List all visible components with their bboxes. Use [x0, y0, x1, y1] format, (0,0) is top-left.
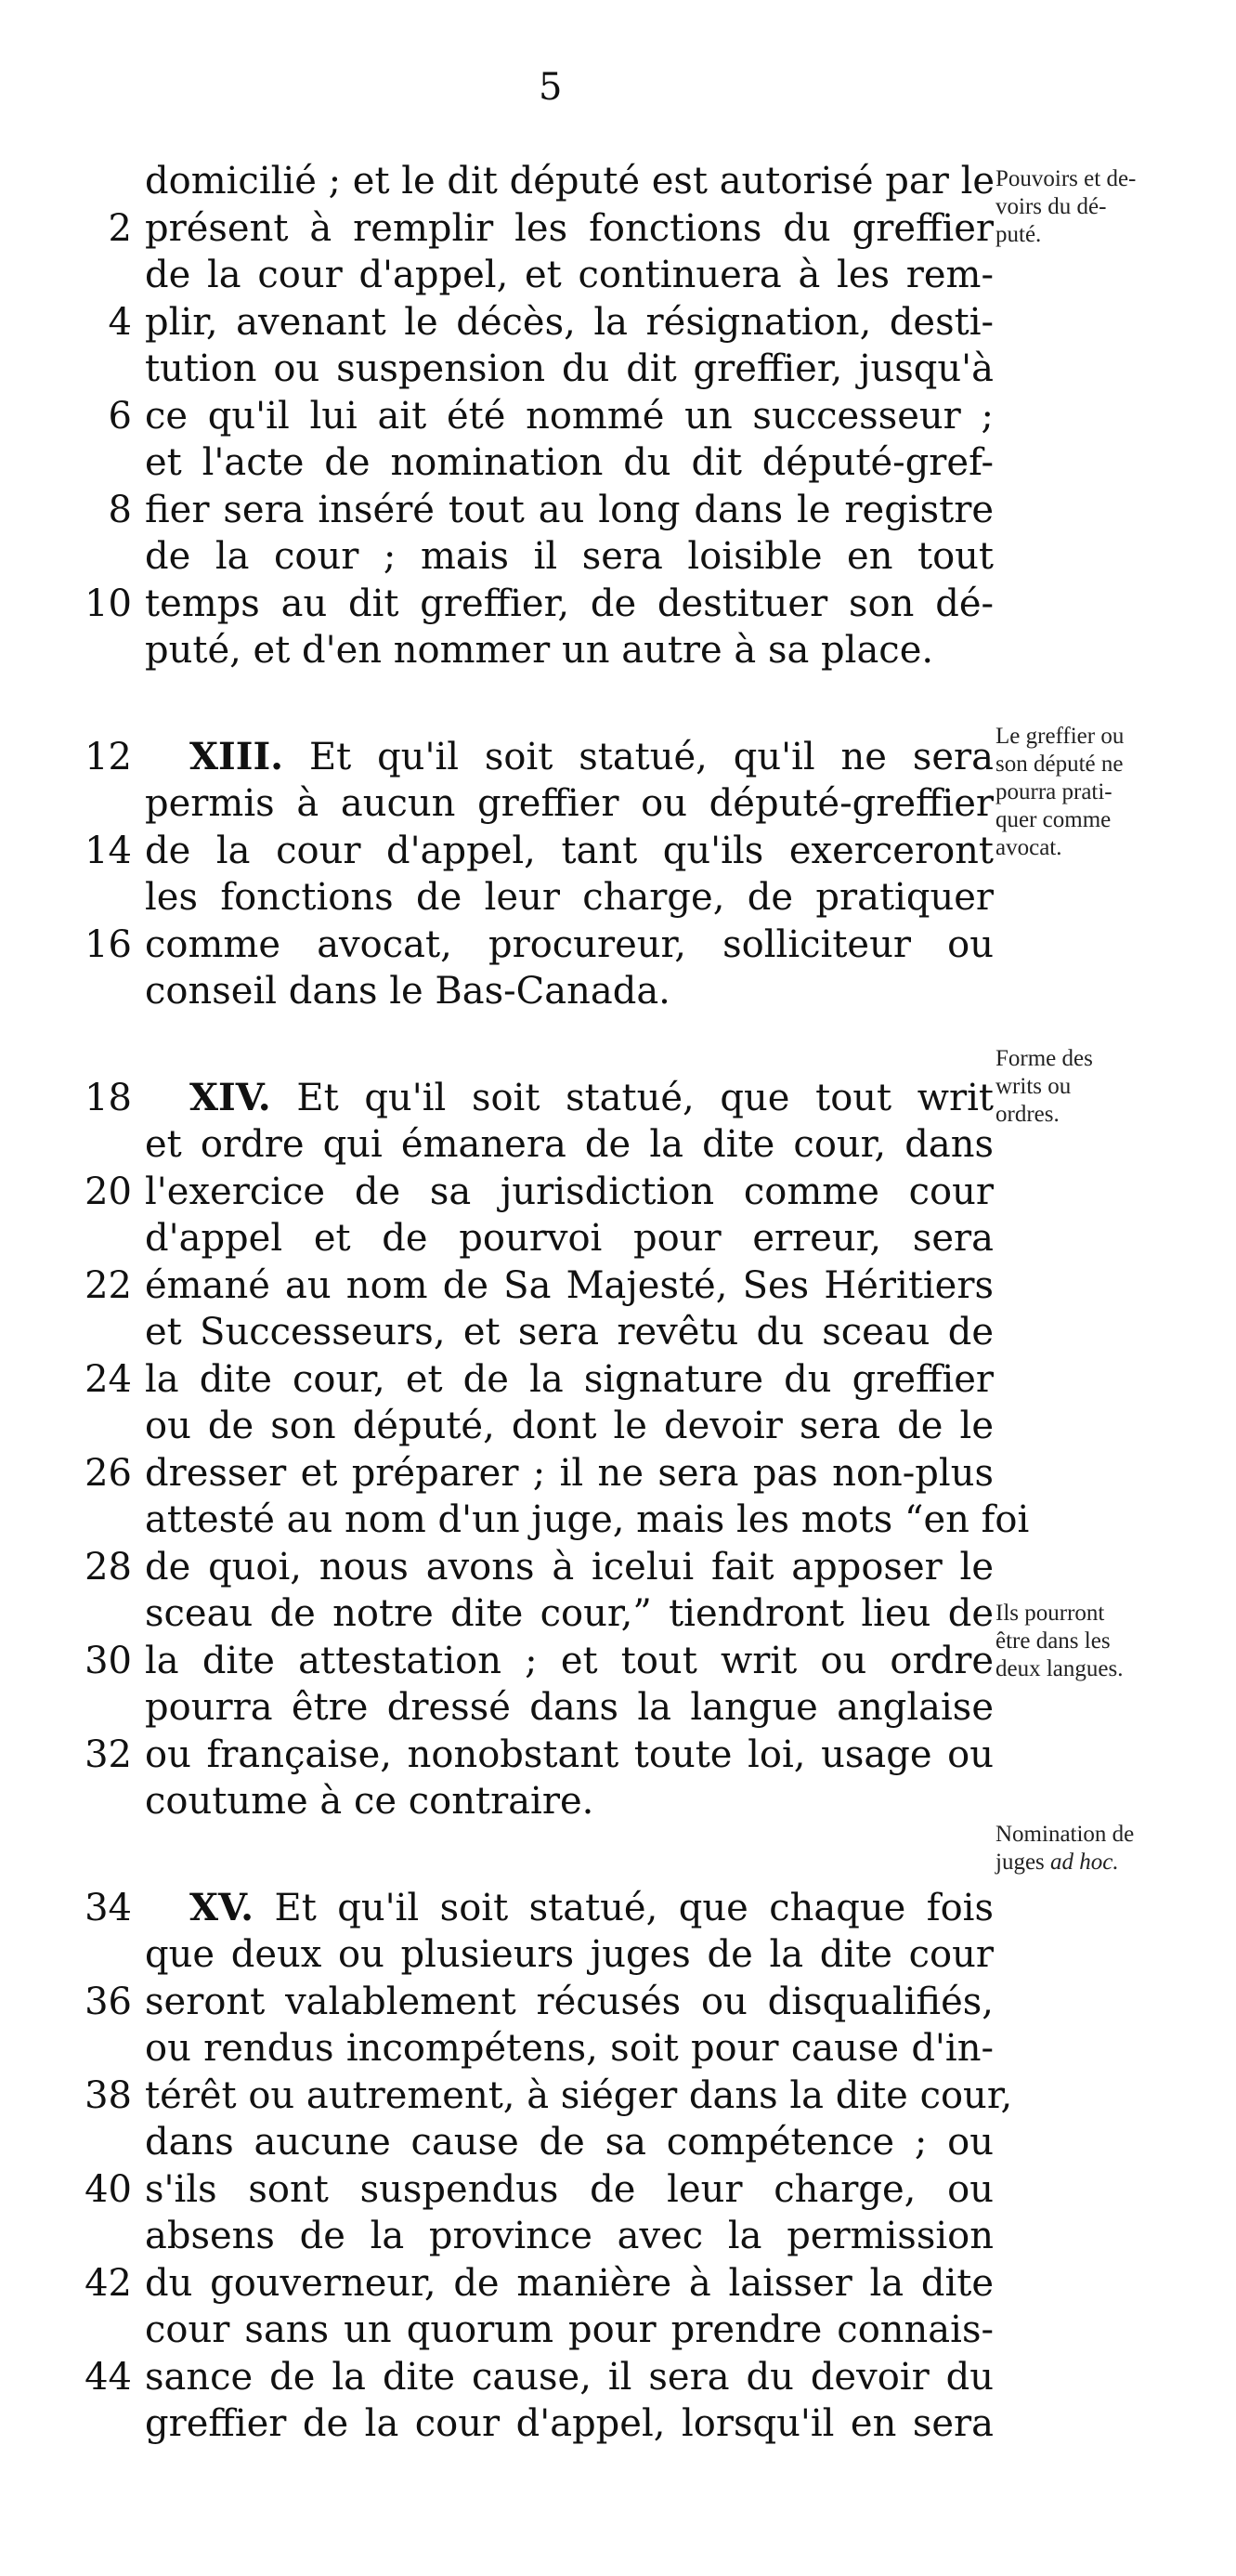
margin-note-line: puté.	[995, 222, 1042, 247]
text-line	[65, 1732, 994, 1779]
line-text: de la cour ; mais il sera loisible en tout	[145, 535, 994, 578]
margin-note-line: Forme des	[995, 1046, 1093, 1071]
margin-note-line: quer comme	[995, 807, 1112, 832]
line-text: pourra être dressé dans la langue anglaise	[145, 1686, 994, 1729]
text-line	[65, 2400, 994, 2448]
text-line	[65, 1931, 994, 1979]
line-text: tution ou suspension du dit greffier, jusqu'à	[145, 347, 994, 390]
line-number: 32	[85, 1733, 132, 1776]
margin-note-line: être dans les	[995, 1628, 1111, 1654]
text-line	[65, 1778, 994, 1825]
text-line	[65, 2307, 994, 2354]
line-text: fier sera inséré tout au long dans le registre	[145, 488, 994, 531]
text-line	[65, 1121, 994, 1169]
text-line	[65, 2073, 1013, 2120]
line-text: dresser et préparer ; il ne sera pas non-plus	[145, 1451, 994, 1495]
text-line	[65, 2119, 994, 2166]
text-line	[65, 2213, 994, 2260]
line-number: 8	[108, 488, 132, 531]
text-line	[65, 828, 994, 875]
line-text: la dite cour, et de la signature du greffier	[145, 1357, 994, 1401]
section-number: XIII.	[189, 734, 284, 778]
line-text: du gouverneur, de manière à laisser la dite	[145, 2261, 994, 2305]
line-text: sance de la dite cause, il sera du devoir du	[145, 2355, 994, 2399]
line-number: 16	[85, 922, 132, 966]
text-line	[65, 2166, 994, 2214]
line-text: et ordre qui émanera de la dite cour, dans	[145, 1123, 994, 1166]
text-line	[65, 1356, 994, 1404]
line-text-body: Et qu'il soit statué, que tout writ	[296, 1076, 995, 1119]
text-line	[65, 487, 994, 534]
line-text: puté, et d'en nommer un autre à sa place.	[145, 629, 934, 672]
margin-note-line: avocat.	[995, 835, 1062, 860]
line-text	[145, 734, 994, 781]
line-number: 26	[85, 1451, 132, 1495]
text-line	[65, 158, 994, 205]
line-text: et Successeurs, et sera revêtu du sceau de	[145, 1311, 994, 1353]
margin-note-line: Pouvoirs et de-	[995, 166, 1137, 191]
text-line	[65, 734, 994, 781]
margin-note-forme	[995, 1045, 1209, 1129]
line-number: 34	[85, 1886, 132, 1929]
section-number: XIV.	[189, 1075, 271, 1119]
text-line	[65, 1309, 994, 1356]
margin-note-langues	[995, 1600, 1209, 1683]
line-text: sceau de notre dite cour,” tiendront lieu de	[145, 1592, 994, 1635]
text-line	[65, 299, 994, 347]
line-text: ce qu'il lui ait été nommé un successeur ;	[145, 394, 994, 438]
line-text: les fonctions de leur charge, de pratiquer	[145, 876, 994, 919]
text-line	[65, 346, 994, 393]
line-text: ou rendus incompétens, soit pour cause d'in-	[145, 2027, 994, 2070]
line-text: attesté au nom d'un juge, mais les mots “en foi	[145, 1498, 1030, 1541]
line-number: 18	[85, 1076, 132, 1119]
text-line	[65, 2025, 994, 2073]
line-number: 30	[85, 1639, 132, 1682]
text-line	[65, 968, 994, 1015]
margin-note-line: voirs du dé-	[995, 194, 1107, 219]
margin-note-pouvoirs	[995, 165, 1209, 249]
line-text: ou de son député, dont le devoir sera de le	[145, 1405, 994, 1447]
text-line	[65, 2260, 994, 2308]
line-number: 14	[85, 829, 132, 872]
text-line	[65, 1497, 1030, 1544]
text-line	[65, 1885, 994, 1932]
section-xiii	[65, 734, 994, 1015]
section-continuation	[65, 158, 994, 674]
line-text: domicilié ; et le dit député est autorisé par le	[145, 160, 995, 203]
margin-note-line: deux langues.	[995, 1656, 1124, 1681]
text-line	[65, 252, 994, 299]
margin-note-line: Le greffier ou	[995, 724, 1125, 749]
line-text: plir, avenant le décès, la résignation, desti-	[145, 300, 994, 344]
line-text: cour sans un quorum pour prendre connais-	[145, 2308, 994, 2351]
text-line	[65, 581, 994, 628]
text-line	[65, 874, 994, 922]
text-line	[65, 533, 994, 581]
line-number: 44	[85, 2355, 132, 2399]
line-text: émané au nom de Sa Majesté, Ses Héritiers	[145, 1263, 994, 1307]
line-text-body: Et qu'il soit statué, que chaque fois	[274, 1886, 994, 1929]
line-text-body: Et qu'il soit statué, qu'il ne sera	[308, 735, 994, 778]
margin-note-line: Nomination de	[995, 1822, 1135, 1847]
line-text: térêt ou autrement, à siéger dans la dite cour,	[145, 2073, 1013, 2117]
text-line	[65, 922, 994, 969]
text-line	[65, 1215, 994, 1262]
margin-note-line: Ils pourront	[995, 1601, 1105, 1626]
line-text: dans aucune cause de sa compétence ; ou	[145, 2121, 994, 2164]
line-number: 10	[85, 582, 132, 625]
text-line	[65, 439, 994, 487]
text-line	[65, 2354, 994, 2401]
line-text: temps au dit greffier, de destituer son dé-	[145, 582, 994, 625]
text-line	[65, 1403, 994, 1450]
line-text	[145, 1075, 994, 1122]
line-number: 6	[108, 394, 132, 438]
line-text	[145, 1885, 994, 1932]
margin-note-line: son député ne	[995, 752, 1124, 777]
text-line	[65, 393, 994, 440]
line-number: 42	[85, 2261, 132, 2305]
text-line	[65, 1590, 994, 1638]
line-text: de la cour d'appel, tant qu'ils exerceront	[145, 829, 994, 872]
text-line	[65, 205, 994, 253]
line-number: 22	[85, 1263, 132, 1307]
line-text: d'appel et de pourvoi pour erreur, sera	[145, 1217, 994, 1260]
margin-note-text: juges	[995, 1850, 1045, 1875]
text-line	[65, 780, 994, 828]
section-xv	[65, 1885, 1013, 2448]
line-number: 12	[85, 735, 132, 778]
line-number: 20	[85, 1170, 132, 1213]
line-text: coutume à ce contraire.	[145, 1780, 594, 1823]
text-line	[65, 1169, 994, 1216]
margin-note-greffier	[995, 723, 1209, 862]
line-number: 38	[85, 2073, 132, 2117]
line-text: ou française, nonobstant toute loi, usage ou	[145, 1733, 994, 1776]
line-number: 40	[85, 2167, 132, 2211]
text-line	[65, 1979, 994, 2026]
line-text: comme avocat, procureur, solliciteur ou	[145, 922, 994, 966]
line-text: de quoi, nous avons à icelui fait apposer le	[145, 1545, 994, 1589]
text-line	[65, 1450, 994, 1497]
margin-note-line: writs ou	[995, 1074, 1072, 1099]
text-line	[65, 1638, 994, 1685]
line-text: s'ils sont suspendus de leur charge, ou	[145, 2167, 994, 2211]
line-text: présent à remplir les fonctions du greffier	[145, 206, 994, 250]
text-line	[65, 1544, 994, 1591]
line-text: que deux ou plusieurs juges de la dite cour	[145, 1933, 994, 1976]
line-text: absens de la province avec la permission	[145, 2215, 994, 2257]
margin-note-italic: ad hoc.	[1050, 1850, 1119, 1875]
margin-note-nomination	[995, 1821, 1209, 1876]
line-text: de la cour d'appel, et continuera à les rem-	[145, 254, 994, 296]
margin-note-line: pourra prati-	[995, 779, 1112, 804]
line-text: seront valablement récusés ou disqualifiés,	[145, 1980, 994, 2023]
text-line	[65, 627, 994, 674]
line-text: l'exercice de sa jurisdiction comme cour	[145, 1170, 994, 1213]
line-text: la dite attestation ; et tout writ ou ordre	[145, 1639, 994, 1682]
section-number: XV.	[189, 1885, 254, 1929]
text-line	[65, 1684, 994, 1732]
line-number: 24	[85, 1357, 132, 1401]
line-text: permis à aucun greffier ou député-greffier	[145, 782, 994, 825]
line-number: 28	[85, 1545, 132, 1589]
margin-note-line: ordres.	[995, 1102, 1060, 1127]
line-number: 2	[108, 206, 132, 250]
margin-note-line	[995, 1849, 1209, 1876]
line-text: conseil dans le Bas-Canada.	[145, 970, 670, 1013]
text-line	[65, 1075, 994, 1122]
line-number: 36	[85, 1980, 132, 2023]
page-number: 5	[539, 66, 563, 109]
line-number: 4	[108, 300, 132, 344]
line-text: et l'acte de nomination du dit député-gref-	[145, 441, 994, 484]
text-line	[65, 1262, 994, 1310]
line-text: greffier de la cour d'appel, lorsqu'il en sera	[145, 2402, 994, 2445]
